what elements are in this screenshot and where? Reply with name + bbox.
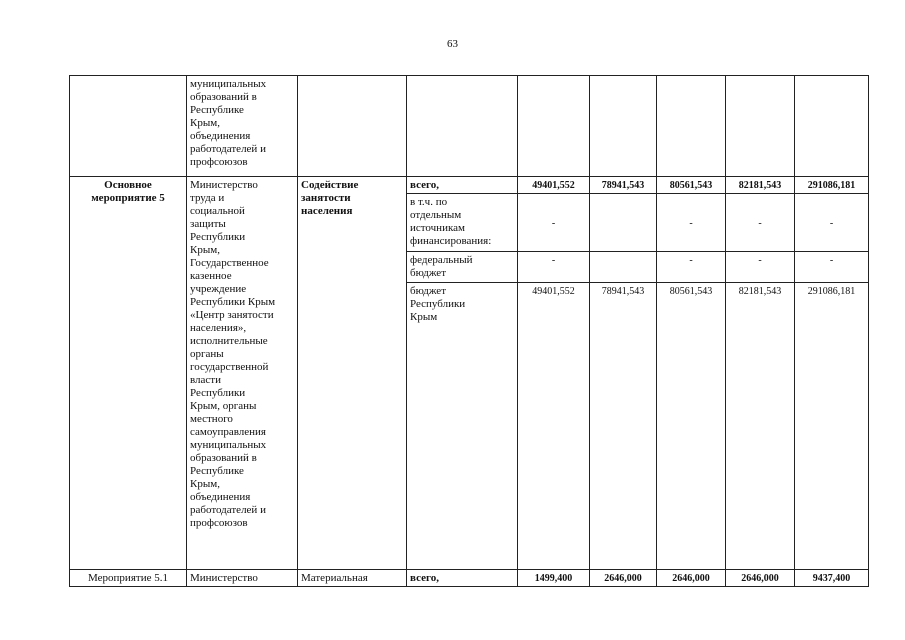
page-number: 63 <box>447 38 458 50</box>
cell-empty <box>795 76 869 177</box>
continuation-row <box>70 76 869 177</box>
funding-source: всего, <box>407 177 518 194</box>
activity-5-1-title: Материальная <box>298 570 407 587</box>
value-cell: - <box>518 194 590 252</box>
value-cell <box>590 194 657 252</box>
value-cell: 82181,543 <box>726 177 795 194</box>
cell-empty <box>518 76 590 177</box>
activity-5-1-name: Мероприятие 5.1 <box>70 570 187 587</box>
value-cell: - <box>657 194 726 252</box>
value-cell: - <box>657 252 726 283</box>
table-row <box>70 177 869 194</box>
value-cell: 9437,400 <box>795 570 869 587</box>
value-cell: 78941,543 <box>590 283 657 570</box>
cell-agency-continued: муниципальных образований в Республике Крым, объединения работодателей и профсоюзов <box>187 76 298 177</box>
value-cell: 1499,400 <box>518 570 590 587</box>
cell-empty <box>657 76 726 177</box>
funding-source: федеральный бюджет <box>407 252 518 283</box>
value-cell: - <box>795 252 869 283</box>
activity-5-agency: Министерство труда и социальной защиты Республики Крым, Государственное казенное учреждение Республики Крым «Центр занятости населения», исполнительные органы государственной власти Республики Крым, органы местного самоуправления муниципальных образований в Республике Крым, объединения работодателей и профсоюзов <box>187 177 298 570</box>
value-cell: 2646,000 <box>590 570 657 587</box>
value-cell: 291086,181 <box>795 177 869 194</box>
funding-source: всего, <box>407 570 518 587</box>
value-cell: 78941,543 <box>590 177 657 194</box>
budget-table <box>69 75 869 587</box>
value-cell: 49401,552 <box>518 283 590 570</box>
value-cell: 80561,543 <box>657 283 726 570</box>
value-cell: - <box>726 194 795 252</box>
cell-empty <box>407 76 518 177</box>
value-cell: 80561,543 <box>657 177 726 194</box>
value-cell: 2646,000 <box>726 570 795 587</box>
activity-5-1-agency: Министерство <box>187 570 298 587</box>
funding-source: в т.ч. по отдельным источникам финансирования: <box>407 194 518 252</box>
cell-empty <box>590 76 657 177</box>
value-cell: 2646,000 <box>657 570 726 587</box>
value-cell <box>590 252 657 283</box>
activity-5-title: Содействие занятости населения <box>298 177 407 570</box>
cell-empty <box>70 76 187 177</box>
cell-empty <box>298 76 407 177</box>
value-cell: - <box>726 252 795 283</box>
value-cell: - <box>518 252 590 283</box>
activity-5-name: Основное мероприятие 5 <box>70 177 187 570</box>
funding-source: бюджет Республики Крым <box>407 283 518 570</box>
value-cell: 291086,181 <box>795 283 869 570</box>
value-cell: - <box>795 194 869 252</box>
value-cell: 49401,552 <box>518 177 590 194</box>
value-cell: 82181,543 <box>726 283 795 570</box>
cell-empty <box>726 76 795 177</box>
table-row <box>70 570 869 587</box>
